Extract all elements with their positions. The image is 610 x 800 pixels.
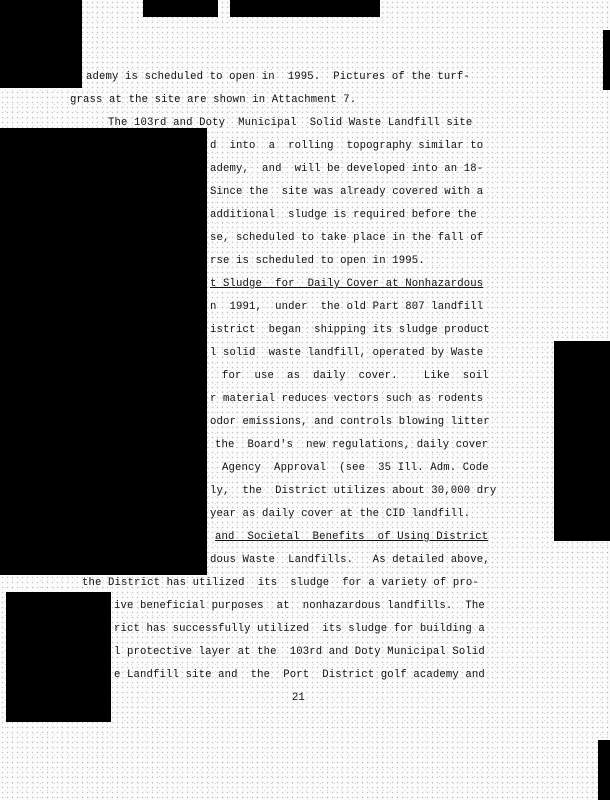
text-line: rse is scheduled to open in 1995. [210,255,425,267]
redaction-left-main [0,128,207,575]
redaction-right-edge-bottom [598,740,610,800]
text-line: istrict began shipping its sludge product [210,324,490,336]
text-line: Agency Approval (see 35 Ill. Adm. Code [222,462,489,474]
text-line: ademy, and will be developed into an 18- [210,163,484,175]
redaction-top-bar-2 [230,0,380,17]
text-line: l protective layer at the 103rd and Doty Municipal Solid [114,646,485,658]
redaction-left-bottom [6,592,111,722]
section-heading-line: dous Waste Landfills. As detailed above, [210,554,490,566]
text-line: for use as daily cover. Like soil [222,370,489,382]
text-line: The 103rd and Doty Municipal Solid Waste Landfill site [108,117,473,129]
text-line: e Landfill site and the Port District golf academy and [114,669,485,681]
redaction-top-bar-1 [143,0,218,17]
section-heading-line: and Societal Benefits of Using District [215,531,489,543]
text-line: the District has utilized its sludge for a variety of pro- [82,577,479,589]
text-line: ly, the District utilizes about 30,000 dry [210,485,497,497]
text-line: the Board's new regulations, daily cover [215,439,489,451]
text-line: year as daily cover at the CID landfill. [210,508,471,520]
text-line: ive beneficial purposes at nonhazardous landfills. The [114,600,485,612]
page-number: 21 [292,692,305,704]
text-line: rict has successfully utilized its sludge for building a [114,623,485,635]
redaction-right-edge-top [603,30,610,90]
text-line: n 1991, under the old Part 807 landfill [210,301,484,313]
text-line: odor emissions, and controls blowing litter [210,416,490,428]
text-line: ademy is scheduled to open in 1995. Pictures of the turf- [86,71,470,83]
text-line: d into a rolling topography similar to [210,140,484,152]
text-line: r material reduces vectors such as rodents [210,393,484,405]
redaction-right-mid [554,341,610,541]
text-line: se, scheduled to take place in the fall of [210,232,484,244]
redaction-top-left [0,0,82,88]
section-heading-line: t Sludge for Daily Cover at Nonhazardous [210,278,484,290]
text-line: Since the site was already covered with a [210,186,484,198]
text-line: additional sludge is required before the [210,209,477,221]
text-line: grass at the site are shown in Attachment 7. [70,94,357,106]
text-line: l solid waste landfill, operated by Waste [210,347,484,359]
